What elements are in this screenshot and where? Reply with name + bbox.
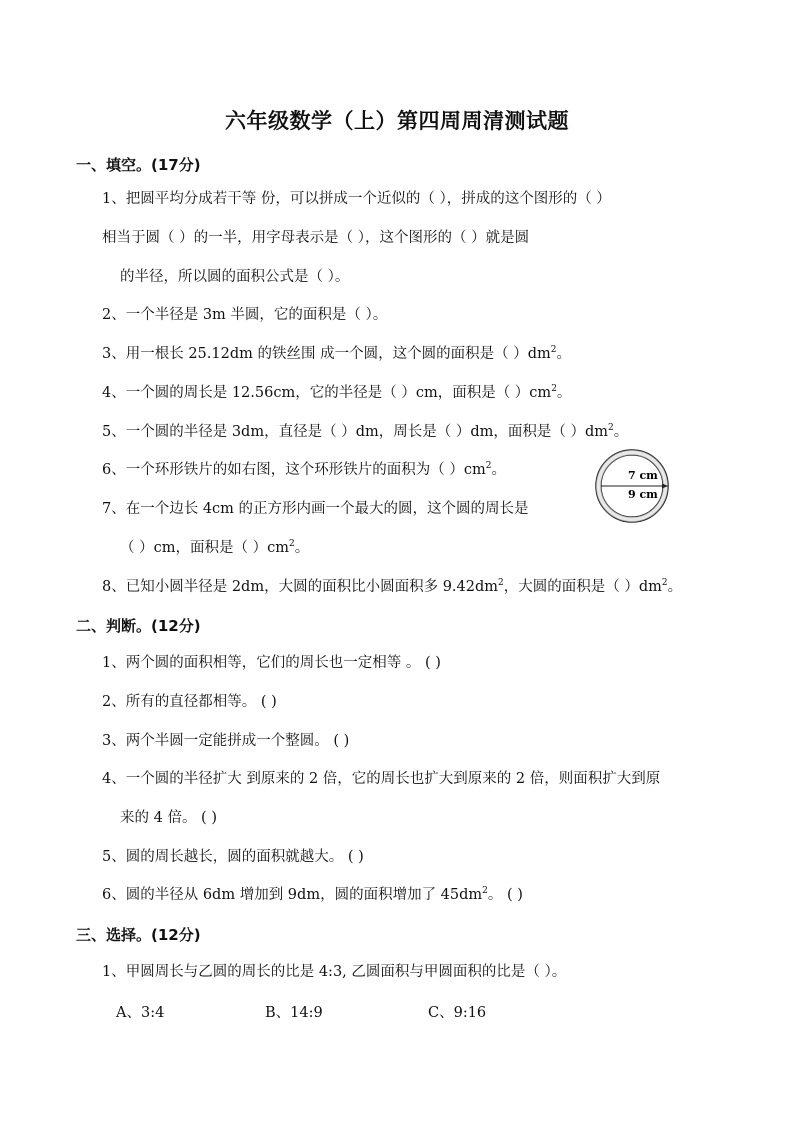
question-4 — [102, 383, 571, 403]
superscript: 2 — [550, 345, 557, 356]
judge-3: 3、两个半圆一定能拼成一个整圆。 ( ) — [102, 733, 350, 749]
question-4-tail: 。 — [556, 385, 572, 401]
question-7-tail: 。 — [294, 540, 310, 556]
inner-diameter-label: 7 cm — [628, 469, 658, 482]
question-7-line-2 — [120, 538, 309, 558]
judge-2: 2、所有的直径都相等。 ( ) — [102, 694, 277, 710]
judge-5: 5、圆的周长越长，圆的面积就越大。 ( ) — [102, 849, 364, 865]
question-2: 2、一个半径是 3m 半圆，它的面积是（ ）。 — [102, 307, 388, 323]
question-1-line-2: 相当于圆（ ）的一半，用字母表示是（ ），这个图形的（ ）就是圆 — [102, 230, 530, 246]
superscript: 2 — [498, 578, 504, 589]
question-6-text: 6、一个环形铁片的如右图，这个环形铁片的面积为（ ）cm — [102, 462, 486, 478]
question-7-line-1: 7、在一个边长 4cm 的正方形内画一个最大的圆，这个圆的周长是 — [102, 501, 529, 517]
question-5-tail: 。 — [613, 424, 629, 440]
question-1-line-1: 1、把圆平均分成若干等 份，可以拼成一个近似的（ ），拼成的这个图形的（ ） — [102, 191, 611, 207]
judge-6 — [102, 885, 523, 905]
question-5 — [102, 422, 628, 442]
option-a: A、3:4 — [116, 1005, 165, 1021]
option-c: C、9:16 — [428, 1005, 487, 1021]
judge-4-line-1: 4、一个圆的半径扩大 到原来的 2 倍，它的周长也扩大到原来的 2 倍，则面积扩大到原 — [102, 771, 661, 787]
superscript: 2 — [288, 539, 295, 550]
question-8 — [102, 577, 682, 597]
judge-6-tail: 。 ( ) — [487, 887, 523, 903]
question-7-text: （ ）cm，面积是（ ）cm — [120, 540, 289, 556]
question-3-tail: 。 — [556, 346, 571, 362]
section-fill-heading: 一、填空。(17分) — [76, 156, 201, 174]
judge-4-line-2: 来的 4 倍。 ( ) — [120, 810, 217, 826]
choice-1: 1、甲圆周长与乙圆的周长的比是 4:3, 乙圆面积与甲圆面积的比是（ ）。 — [102, 964, 567, 980]
section-judge-heading: 二、判断。(12分) — [76, 617, 201, 635]
superscript: 2 — [661, 578, 668, 589]
question-3-text: 3、用一根长 25.12dm 的铁丝围 成一个圆，这个圆的面积是（ ）dm — [102, 346, 551, 362]
question-1-line-3: 的半径，所以圆的面积公式是（ ）。 — [120, 269, 350, 285]
question-5-text: 5、一个圆的半径是 3dm，直径是（ ）dm，周长是（ ）dm，面积是（ ）dm — [102, 424, 609, 440]
question-3 — [102, 344, 571, 364]
superscript: 2 — [485, 461, 492, 472]
question-8-tail: 。 — [667, 579, 683, 595]
judge-1: 1、两个圆的面积相等，它们的周长也一定相等 。 ( ) — [102, 655, 441, 671]
question-4-text: 4、一个圆的周长是 12.56cm，它的半径是（ ）cm，面积是（ ）cm — [102, 385, 552, 401]
question-6 — [102, 460, 506, 480]
question-8-text-b: ，大圆的面积是（ ）dm — [503, 579, 662, 595]
question-6-tail: 。 — [491, 462, 506, 478]
superscript: 2 — [608, 423, 614, 434]
page-title: 六年级数学（上）第四周周清测试题 — [225, 108, 569, 133]
ring-figure — [594, 448, 670, 524]
question-8-text-a: 8、已知小圆半径是 2dm，大圆的面积比小圆面积多 9.42dm — [102, 579, 499, 595]
superscript: 2 — [551, 384, 557, 395]
section-choice-heading: 三、选择。(12分) — [76, 926, 201, 944]
judge-6-text: 6、圆的半径从 6dm 增加到 9dm，圆的面积增加了 45dm — [102, 887, 483, 903]
option-b: B、14:9 — [265, 1005, 323, 1021]
superscript: 2 — [482, 886, 488, 897]
outer-diameter-label: 9 cm — [628, 488, 658, 501]
